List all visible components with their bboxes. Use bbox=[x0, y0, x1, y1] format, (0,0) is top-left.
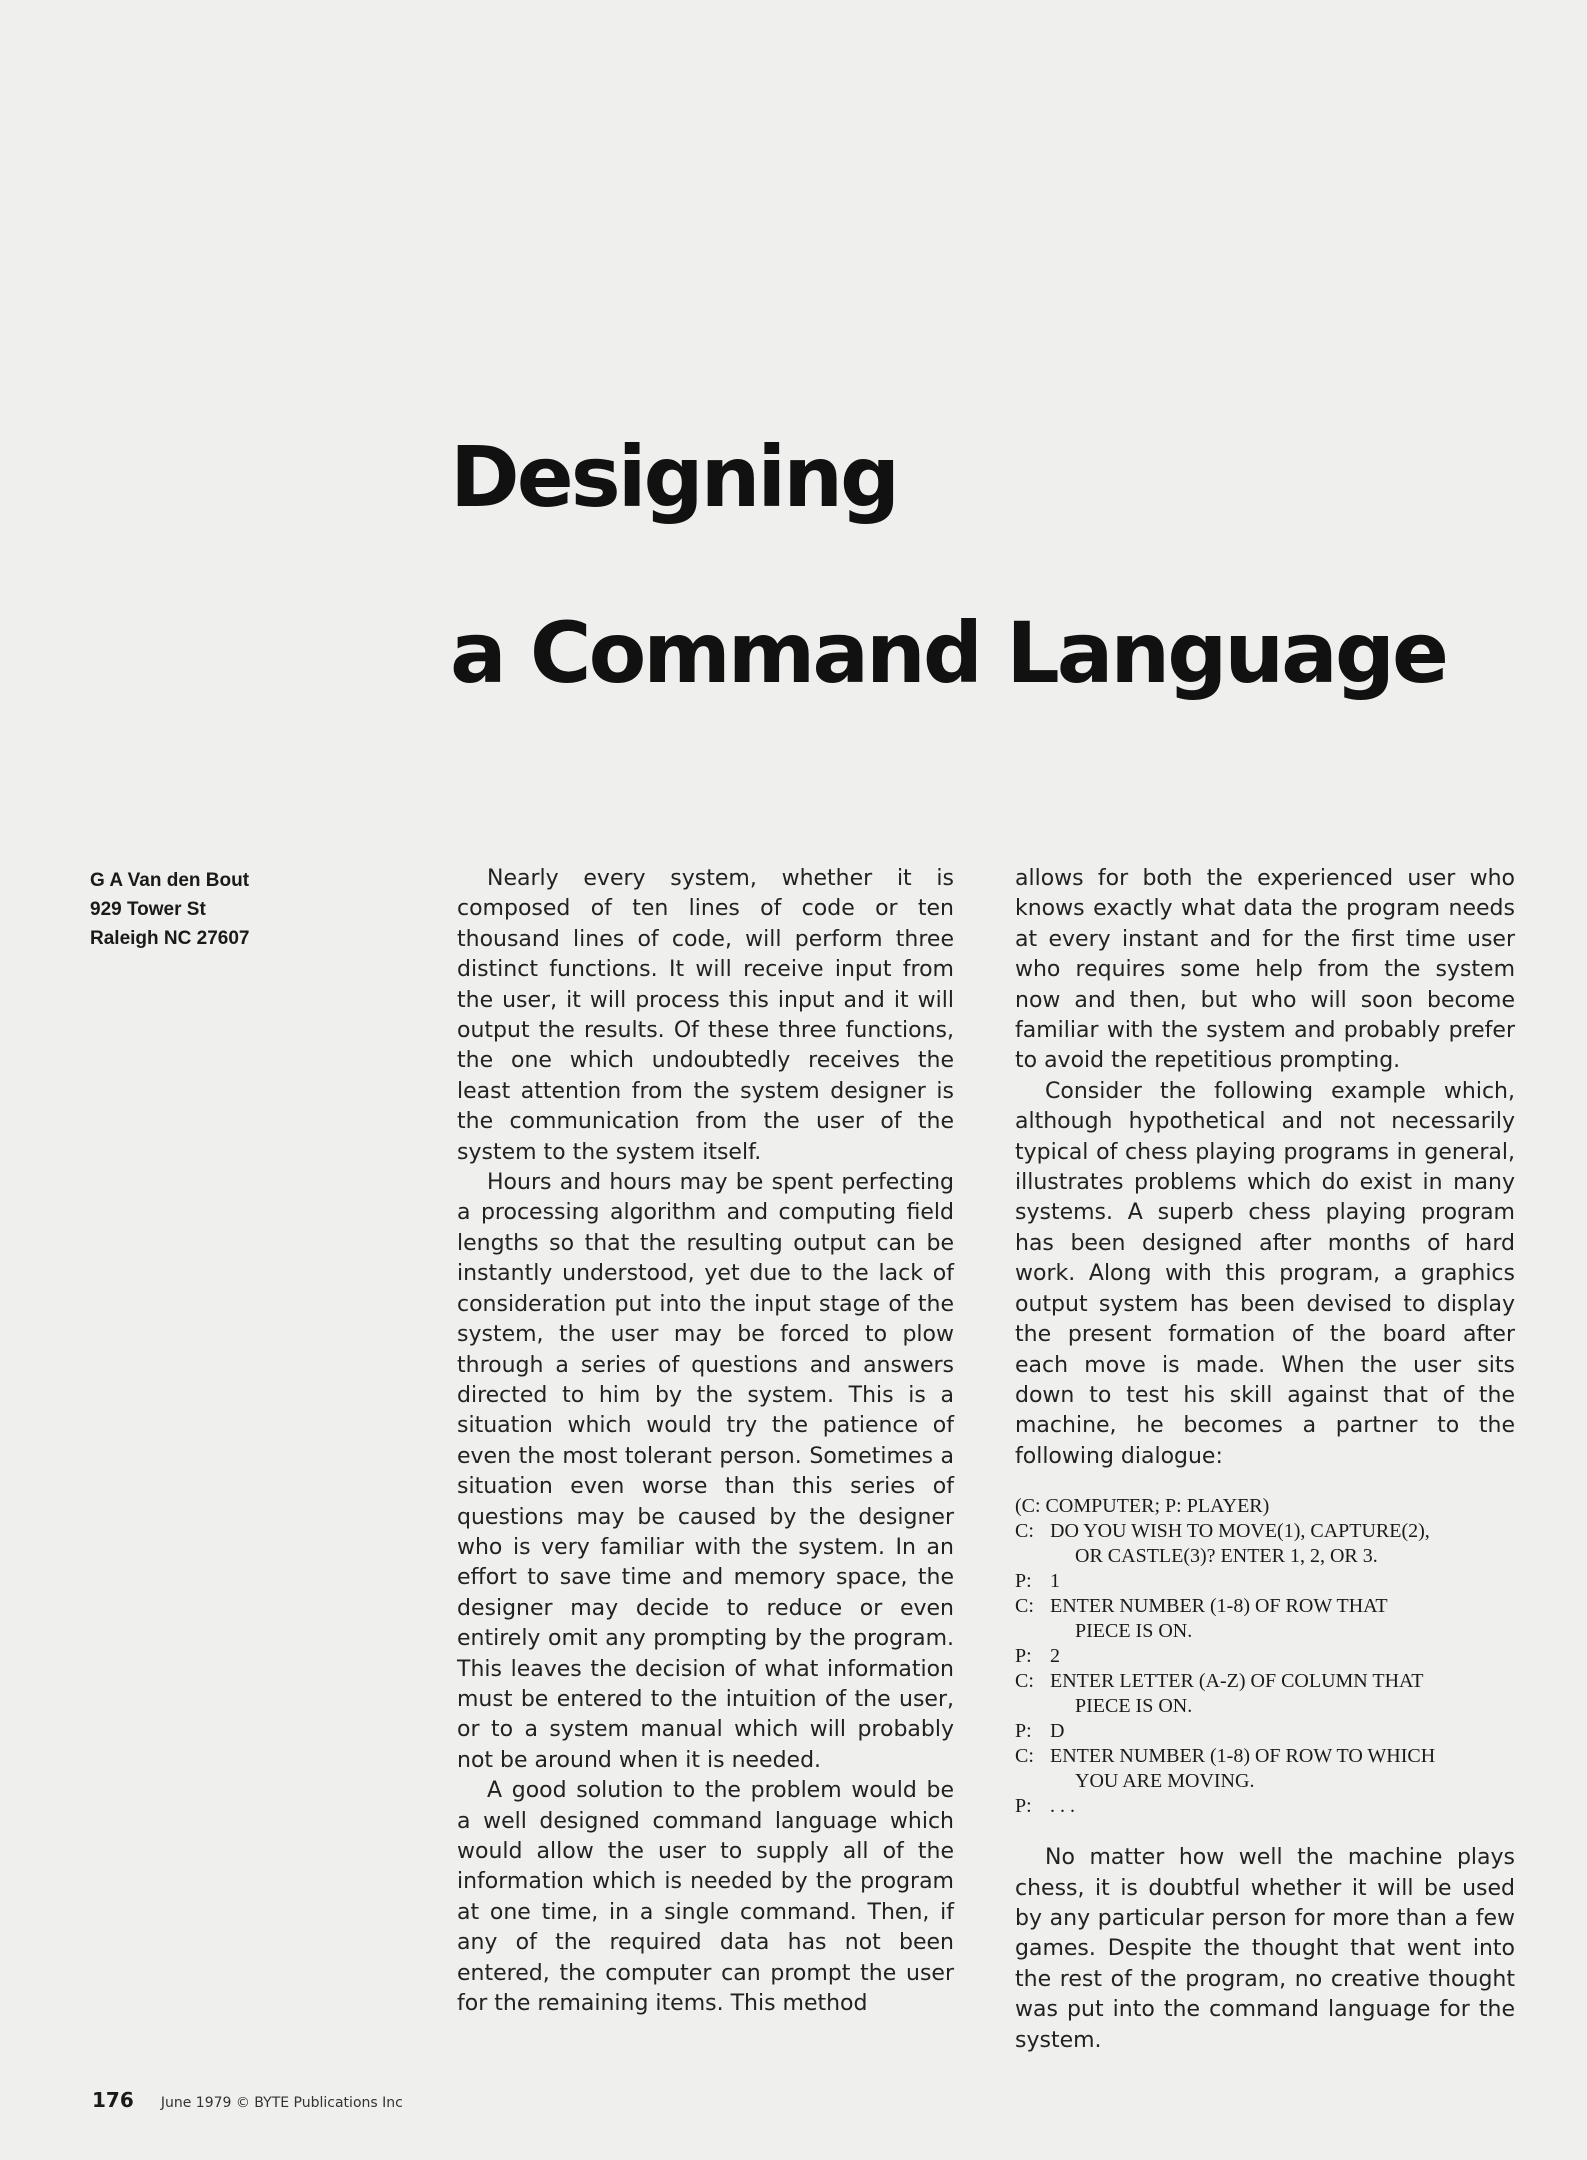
dialogue-speaker: C: bbox=[1015, 1520, 1034, 1543]
paragraph-continuation: allows for both the experienced user who knows exactly what data the program needs at every instant and for the first time user who requires some help from the system now and then, but who will soon become familiar with the system and probably prefer to avoid the repetitious prompting. bbox=[1015, 866, 1515, 1074]
dialogue-text: D bbox=[1050, 1720, 1065, 1743]
author-block bbox=[90, 866, 249, 953]
dialogue-text-cont: OR CASTLE(3)? ENTER 1, 2, OR 3. bbox=[1075, 1545, 1378, 1568]
dialogue-text: DO YOU WISH TO MOVE(1), CAPTURE(2), bbox=[1050, 1520, 1430, 1543]
body-column-1 bbox=[457, 864, 954, 2019]
dialogue-speaker: P: bbox=[1015, 1795, 1032, 1818]
paragraph: A good solution to the problem would be a well designed command language which would allow the user to supply all of the information which is needed by the program at one time, in a single command. Then, if any of the required data has not been entered, the computer can prompt the user for the remaining items. This method bbox=[457, 1778, 954, 2017]
dialogue-text: 1 bbox=[1050, 1570, 1060, 1593]
dialogue-line bbox=[1015, 1794, 1515, 1819]
dialogue-text-cont: PIECE IS ON. bbox=[1075, 1695, 1193, 1718]
dialogue-line bbox=[1015, 1594, 1515, 1644]
dialogue-text: 2 bbox=[1050, 1645, 1060, 1668]
author-name: G A Van den Bout bbox=[90, 870, 250, 891]
body-column-2 bbox=[1015, 864, 1515, 2056]
dialogue-line bbox=[1015, 1669, 1515, 1719]
dialogue-text: ENTER LETTER (A-Z) OF COLUMN THAT bbox=[1050, 1670, 1424, 1693]
dialogue-speaker: C: bbox=[1015, 1595, 1034, 1618]
page-footer bbox=[92, 2088, 403, 2112]
title-line-2: a Command Language bbox=[450, 604, 1446, 702]
dialogue-line bbox=[1015, 1519, 1515, 1569]
page-number: 176 bbox=[92, 2088, 134, 2112]
author-street: 929 Tower St bbox=[90, 899, 206, 920]
dialogue-legend: (C: COMPUTER; P: PLAYER) bbox=[1015, 1495, 1270, 1518]
paragraph: Nearly every system, whether it is composed of ten lines of code or ten thousand lines of code, will perform three distinct functions. It will receive input from the user, it will process this input and it will output the results. Of these three functions, the one which undoubtedly receives the least attention from the system designer is the communication from the user of the system to the system itself. bbox=[457, 866, 954, 1165]
paragraph: Hours and hours may be spent perfecting a processing algorithm and computing field lengths so that the resulting output can be instantly understood, yet due to the lack of consideration put into the input stage of the system, the user may be forced to plow through a series of questions and answers directed to him by the system. This is a situation which would try the patience of even the most tolerant person. Sometimes a situation even worse than this series of questions may be caused by the designer who is very familiar with the system. In an effort to save time and memory space, the designer may decide to reduce or even entirely omit any prompting by the program. This leaves the decision of what information must be entered to the intuition of the user, or to a system manual which will probably not be around when it is needed. bbox=[457, 1170, 954, 1773]
chess-dialogue bbox=[1015, 1494, 1515, 1819]
publication-info: June 1979 © BYTE Publications Inc bbox=[160, 2095, 403, 2111]
dialogue-text: . . . bbox=[1050, 1795, 1075, 1818]
dialogue-speaker: C: bbox=[1015, 1670, 1034, 1693]
dialogue-speaker: P: bbox=[1015, 1645, 1032, 1668]
dialogue-text-cont: YOU ARE MOVING. bbox=[1075, 1770, 1255, 1793]
title-line-1: Designing bbox=[450, 428, 898, 526]
dialogue-text: ENTER NUMBER (1-8) OF ROW TO WHICH bbox=[1050, 1745, 1436, 1768]
dialogue-speaker: C: bbox=[1015, 1745, 1034, 1768]
dialogue-line bbox=[1015, 1744, 1515, 1794]
dialogue-text-cont: PIECE IS ON. bbox=[1075, 1620, 1193, 1643]
dialogue-line bbox=[1015, 1569, 1515, 1594]
dialogue-speaker: P: bbox=[1015, 1570, 1032, 1593]
author-city: Raleigh NC 27607 bbox=[90, 928, 250, 949]
paragraph: Consider the following example which, although hypothetical and not necessarily typical of chess playing programs in general, illustrates problems which do exist in many systems. A superb chess playing program has been designed after months of hard work. Along with this program, a graphics output system has been devised to display the present formation of the board after each move is made. When the user sits down to test his skill against that of the machine, he becomes a partner to the following dialogue: bbox=[1015, 1078, 1515, 1469]
dialogue-line bbox=[1015, 1719, 1515, 1744]
paragraph: No matter how well the machine plays chess, it is doubtful whether it will be used by any particular person for more than a few games. Despite the thought that went into the rest of the program, no creative thought was put into the command language for the system. bbox=[1015, 1845, 1515, 2053]
dialogue-line bbox=[1015, 1644, 1515, 1669]
dialogue-text: ENTER NUMBER (1-8) OF ROW THAT bbox=[1050, 1595, 1388, 1618]
dialogue-speaker: P: bbox=[1015, 1720, 1032, 1743]
